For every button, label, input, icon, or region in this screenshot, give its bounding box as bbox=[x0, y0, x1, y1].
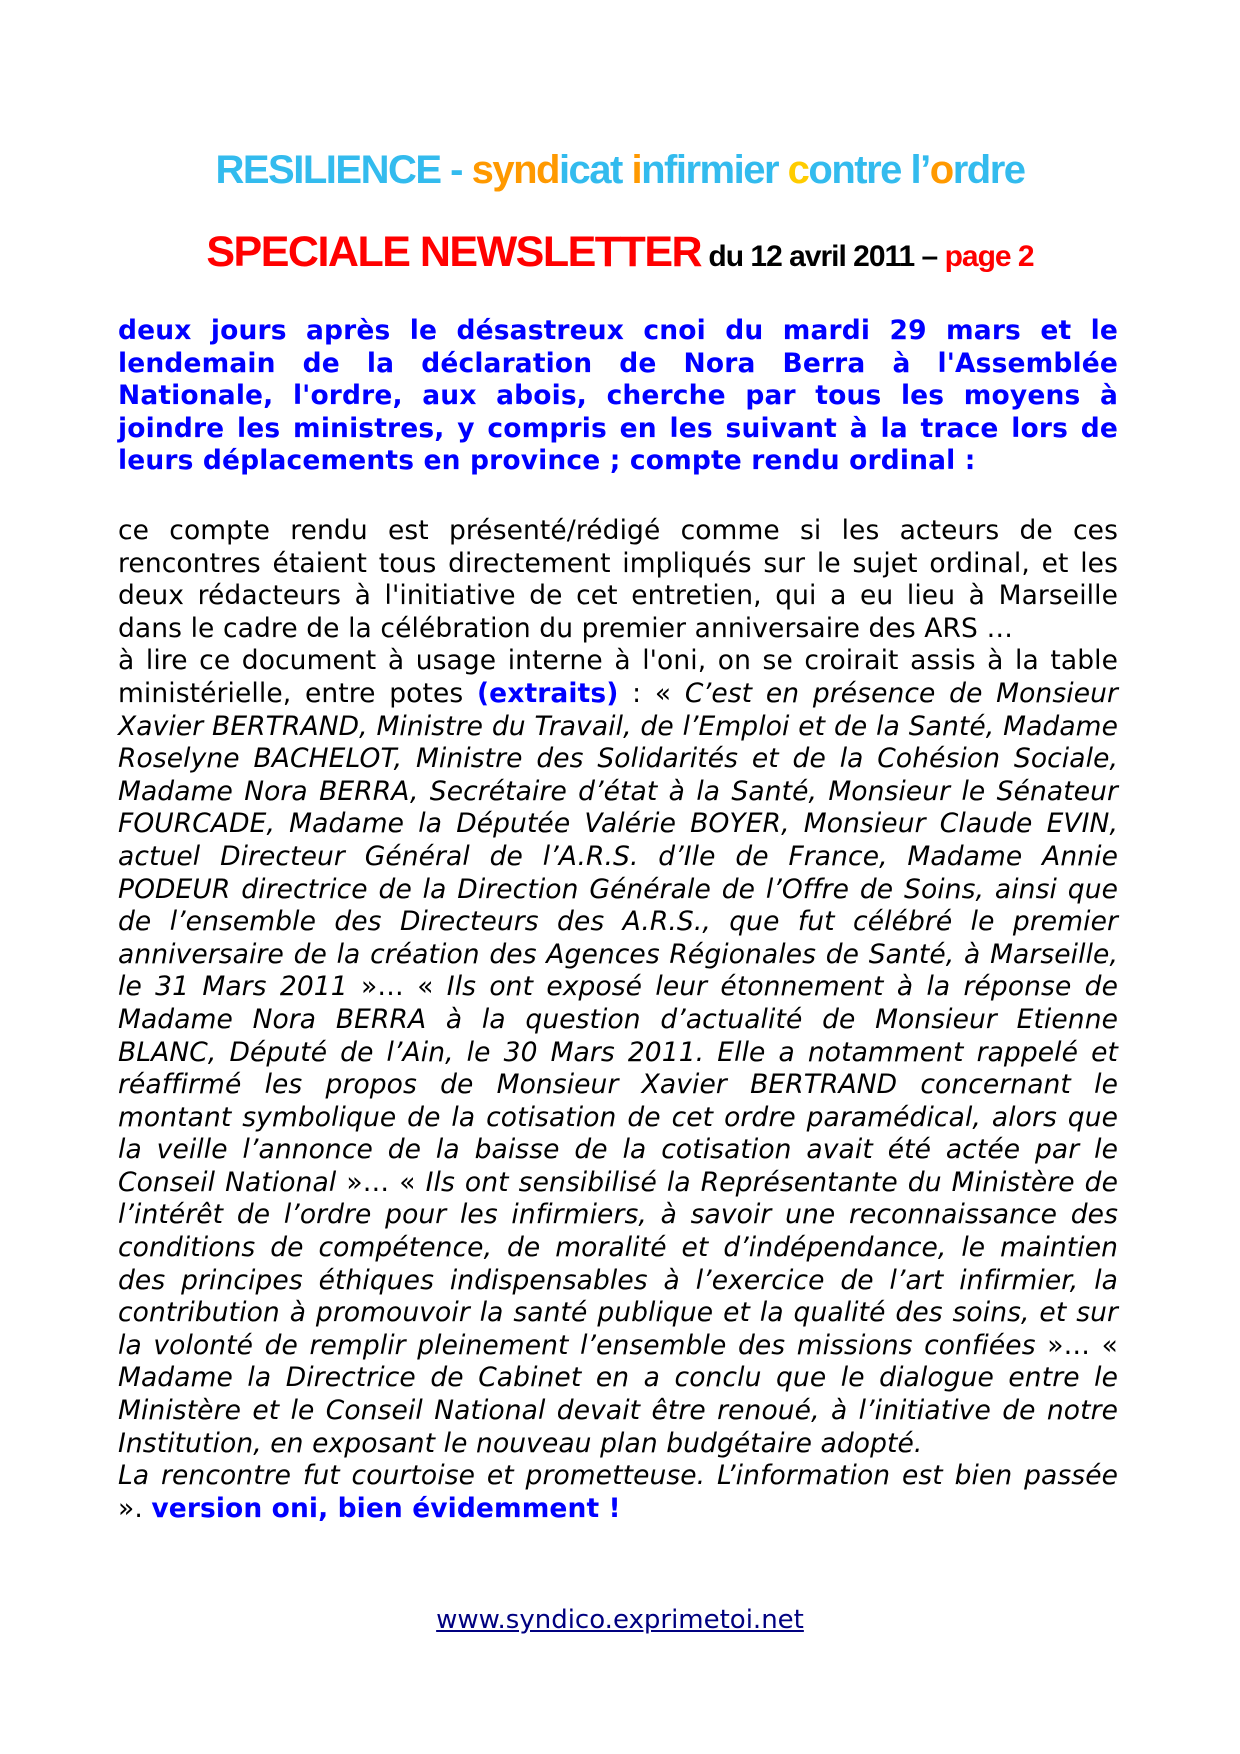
title-part-i: i bbox=[631, 148, 642, 192]
title-part-nfirmier: nfirmier bbox=[641, 148, 788, 192]
body-paragraph-2 bbox=[118, 645, 1118, 1460]
article-body bbox=[118, 515, 1118, 1525]
website-link[interactable]: www.syndico.exprimetoi.net bbox=[436, 1605, 804, 1635]
title-resilience bbox=[0, 146, 1240, 194]
closing-remark: version oni, bien évidemment ! bbox=[151, 1492, 621, 1524]
title-part-ontre: ontre l’ bbox=[808, 148, 930, 192]
end-quote: ». bbox=[118, 1492, 152, 1524]
title-part-icat: icat bbox=[558, 148, 632, 192]
quote-5: La rencontre fut courtoise et prometteuse. L’information est bien passée bbox=[118, 1460, 1118, 1492]
title-part-o: o bbox=[929, 148, 953, 192]
quote-2: Ils ont exposé leur étonnement à la réponse de Madame Nora BERRA à la question d’actualité de Monsieur Etienne BLANC, Député de l’Ain, le 30 Mars 2011. Elle a notamment rappelé et réaffirmé les propos de Monsieur Xavier BERTRAND concernant le montant symbolique de la cotisation de cet ordre paramédical, alors que la veille l’annonce de la baisse de la cotisation avait été actée par le Conseil National bbox=[118, 971, 1118, 1198]
title-newsletter bbox=[0, 224, 1240, 290]
body-paragraph-3 bbox=[118, 1460, 1118, 1525]
quote-1: C’est en présence de Monsieur Xavier BERTRAND, Ministre du Travail, de l’Emploi et de la Santé, Madame Roselyne BACHELOT, Ministre des Solidarités et de la Cohésion Sociale, Madame Nora BERRA, Secrétaire d’état à la Santé, Monsieur le Sénateur FOURCADE, Madame la Députée Valérie BOYER, Monsieur Claude EVIN, actuel Directeur Général de l’A.R.S. d’Ile de France, Madame Annie PODEUR directrice de la Direction Générale de l’Offre de Soins, ainsi que de l’ensemble des Directeurs des A.R.S., que fut célébré le premier anniversaire de la création des Agences Régionales de Santé, à Marseille, le 31 Mars 2011 bbox=[118, 677, 1118, 1003]
quote-4: Madame la Directrice de Cabinet en a conclu que le dialogue entre le Ministère et le Conseil National devait être renoué, à l’initiative de notre Institution, en exposant le nouveau plan budgétaire adopté. bbox=[118, 1362, 1118, 1459]
quote-sep-3: »… « bbox=[1035, 1329, 1118, 1361]
newsletter-date: du 12 avril 2011 – bbox=[701, 240, 945, 273]
body-paragraph-1: ce compte rendu est présenté/rédigé comme si les acteurs de ces rencontres étaient tous directement impliqués sur le sujet ordinal, et les deux rédacteurs à l'initiative de cet entretien, qui a eu lieu à Marseille dans le cadre de la célébration du premier anniversaire des ARS … bbox=[118, 515, 1118, 644]
title-part-c: c bbox=[787, 148, 809, 192]
page-label: page 2 bbox=[944, 240, 1034, 273]
quote-sep-1: »… « bbox=[347, 971, 447, 1003]
lead-paragraph: deux jours après le désastreux cnoi du mardi 29 mars et le lendemain de la déclaration de Nora Berra à l'Assemblée Nationale, l'ordre, aux abois, cherche par tous les moyens à joindre les ministres, y compris en les suivant à la trace lors de leurs déplacements en province ; compte rendu ordinal : bbox=[118, 315, 1118, 477]
p2-intro: à lire ce document à usage interne à l'oni, on se croirait assis à la table ministérielle, entre potes bbox=[118, 645, 1118, 709]
title-part-resilience: RESILIENCE - bbox=[215, 148, 472, 192]
title-part-synd: synd bbox=[471, 148, 559, 192]
p2-colon: : « bbox=[618, 677, 685, 709]
footer bbox=[0, 1604, 1240, 1636]
quote-3: Ils ont sensibilisé la Représentante du Ministère de l’intérêt de l’ordre pour les infirmiers, à savoir une reconnaissance des conditions de compétence, de moralité et d’indépendance, le maintien des principes éthiques indispensables à l’exercice de l’art infirmier, la contribution à promouvoir la santé publique et la qualité des soins, et sur la volonté de remplir pleinement l’ensemble des missions confiées bbox=[118, 1166, 1118, 1361]
title-part-rdre: rdre bbox=[952, 148, 1025, 192]
newsletter-label: SPECIALE NEWSLETTER bbox=[206, 228, 702, 276]
extraits-label: (extraits) bbox=[476, 677, 619, 709]
quote-sep-2: »… « bbox=[336, 1166, 426, 1198]
